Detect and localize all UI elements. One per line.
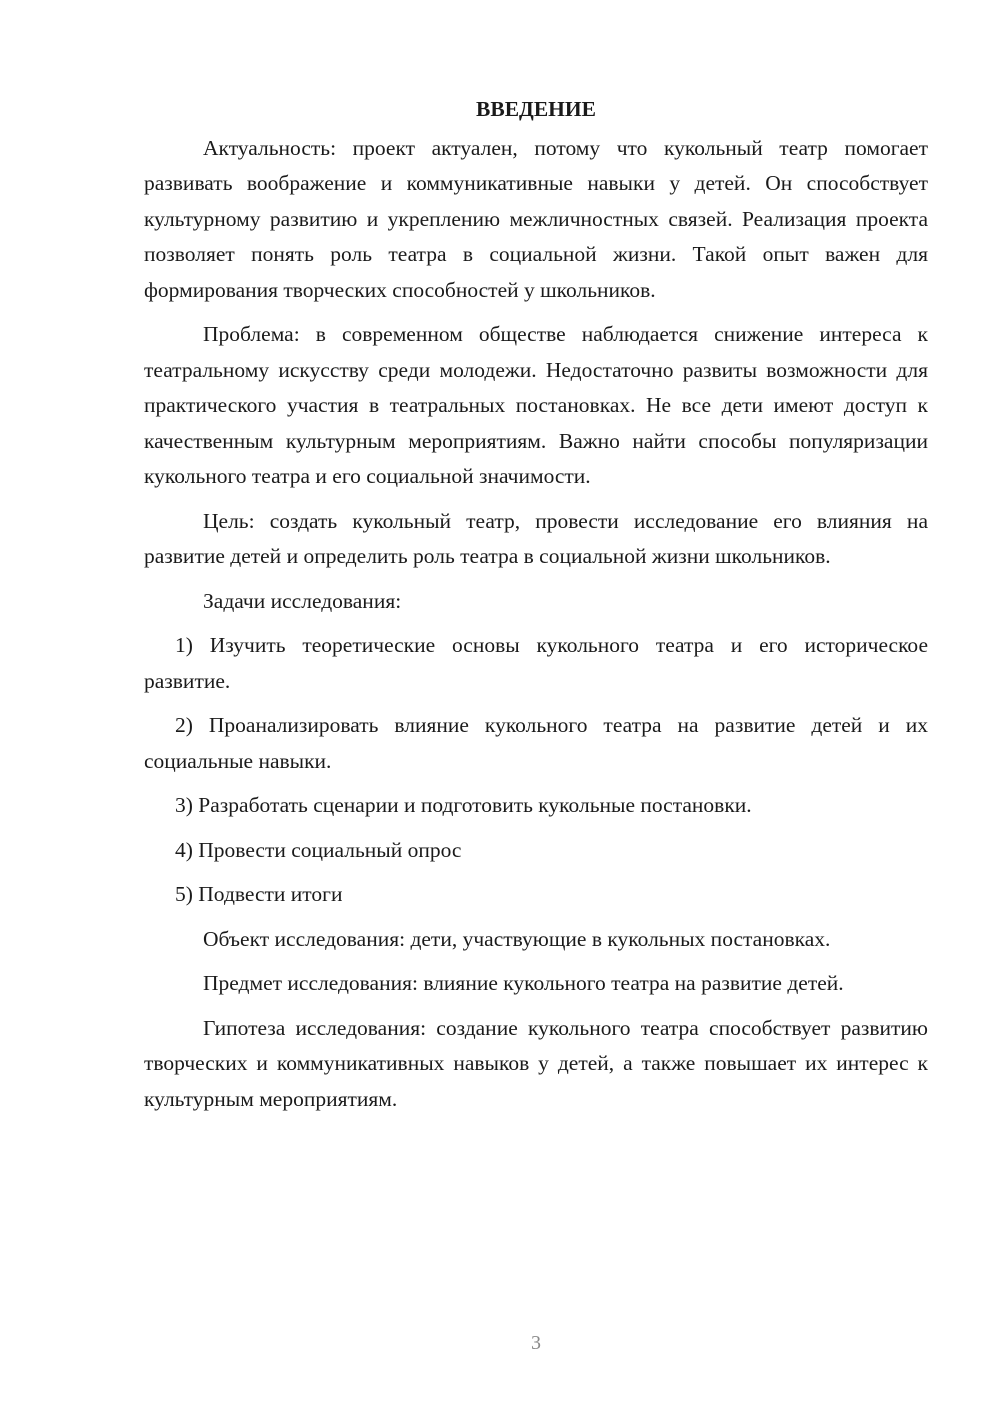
paragraph-relevance: Актуальность: проект актуален, потому что кукольный театр помогает развивать воображение и коммуникативные навыки у детей. Он способствует культурному развитию и укреплению межличностных связей. Реализация проекта позволяет понять роль театра в социальной жизни. Такой опыт важен для формирования творческих способностей у школьников. [144,135,928,302]
task-item: 3) Разработать сценарии и подготовить кукольные постановки. [175,793,752,817]
paragraph-subject: Предмет исследования: влияние кукольного театра на развитие детей. [203,971,844,995]
task-item: 5) Подвести итоги [175,882,343,906]
task-item: 4) Провести социальный опрос [175,837,462,862]
tasks-list [144,628,928,913]
page-number: 3 [531,1332,541,1354]
section-title: ВВЕДЕНИЕ [476,97,596,121]
paragraph-hypothesis: Гипотеза исследования: создание кукольного театра способствует развитию творческих и коммуникативных навыков у детей, а также повышает их интерес к культурным мероприятиям. [144,1015,928,1111]
paragraph-tasks-heading: Задачи исследования: [203,588,402,613]
document-body [144,92,928,1126]
paragraph-goal: Цель: создать кукольный театр, провести исследование его влияния на развитие детей и определить роль театра в социальной жизни школьников. [144,508,928,568]
task-item: 1) Изучить теоретические основы кукольного театра и его историческое развитие. [144,633,928,693]
paragraph-problem: Проблема: в современном обществе наблюдается снижение интереса к театральному искусству среди молодежи. Недостаточно развиты возможности для практического участия в театральных постановках. Не все дети имеют доступ к качественным культурным мероприятиям. Важно найти способы популяризации кукольного театра и его социальной значимости. [144,322,928,488]
paragraph-object: Объект исследования: дети, участвующие в кукольных постановках. [203,926,831,951]
task-item: 2) Проанализировать влияние кукольного театра на развитие детей и их социальные навыки. [144,713,928,773]
